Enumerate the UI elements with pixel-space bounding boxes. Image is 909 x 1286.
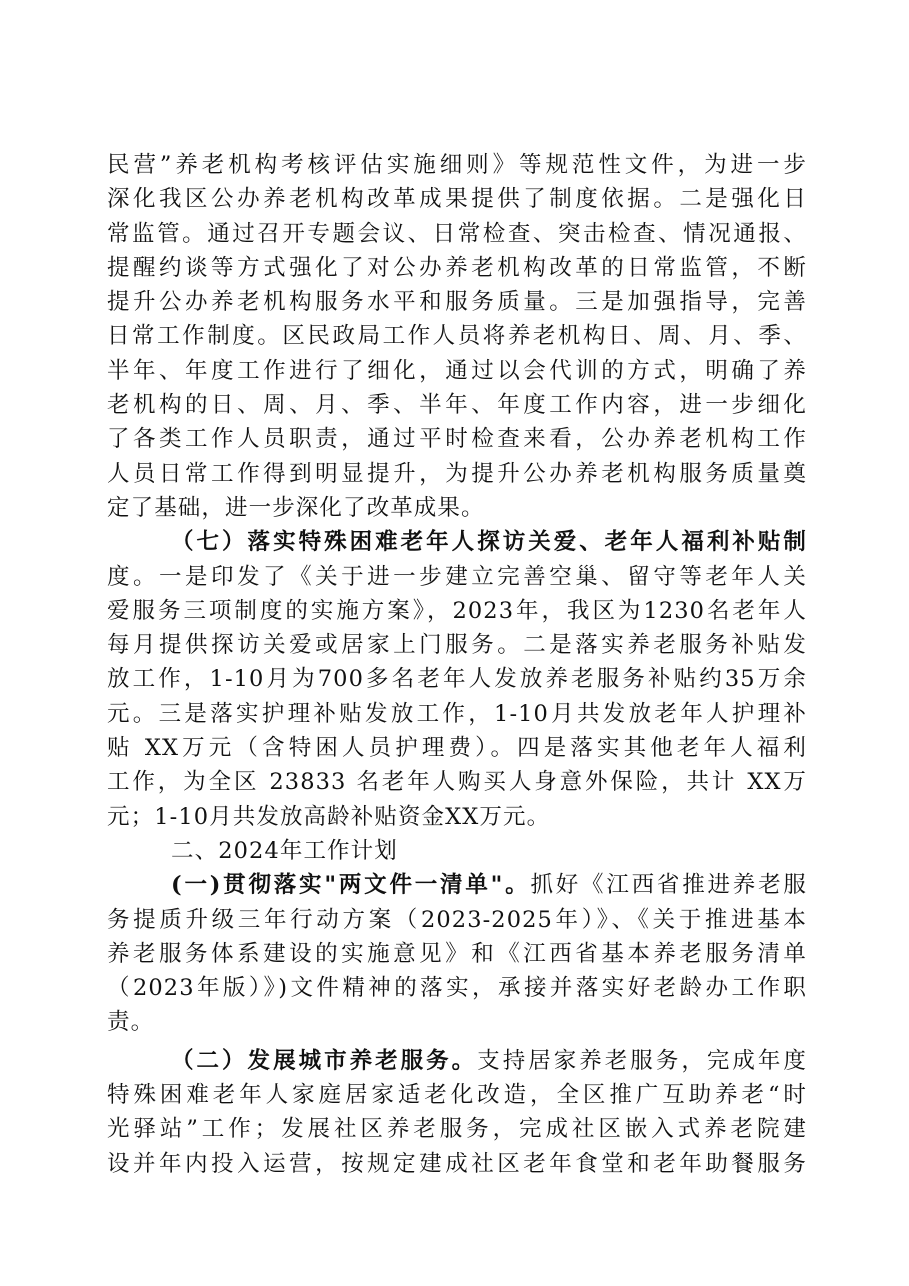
text-line: 度。一是印发了《关于进一步建立完善空巢、留守等老年人关: [107, 563, 807, 590]
text-line: 元。三是落实护理补贴发放工作，1-10月共发放老年人护理补: [107, 700, 807, 727]
text-line: 定了基础，进一步深化了改革成果。: [107, 494, 485, 521]
paragraph-institution-reform: [107, 148, 807, 525]
text-line: 半年、年度工作进行了细化，通过以会代训的方式，明确了养: [107, 357, 807, 384]
text-line: 设并年内投入运营，按规定建成社区老年食堂和老年助餐服务: [107, 1150, 807, 1177]
paragraph-two-documents-one-list: [107, 868, 807, 1039]
text-line: 每月提供探访关爱或居家上门服务。二是落实养老服务补贴发: [107, 632, 807, 659]
text-line: 养老服务体系建设的实施意见》和《江西省基本养老服务清单: [107, 940, 807, 967]
paragraph-first-line: [107, 1044, 807, 1078]
paragraph-heading: (一)贯彻落实"两文件一清单"。: [171, 872, 531, 899]
text-line: 民营”养老机构考核评估实施细则》等规范性文件，为进一步: [107, 152, 807, 178]
paragraph-first-line: [107, 868, 807, 902]
text-line: 常监管。通过召开专题会议、日常检查、突击检查、情况通报、: [107, 220, 807, 247]
text-line: 责。: [107, 1009, 155, 1036]
paragraph-first-line-text: 支持居家养老服务，完成年度: [477, 1047, 807, 1074]
document-body: [107, 148, 807, 1181]
text-line: 特殊困难老年人家庭居家适老化改造，全区推广互助养老“时: [107, 1082, 807, 1109]
text-line: 日常工作制度。区民政局工作人员将养老机构日、周、月、季、: [107, 323, 807, 350]
text-line: 爱服务三项制度的实施方案》，2023年，我区为1230名老年人: [107, 597, 807, 624]
text-line: 老机构的日、周、月、季、半年、年度工作内容，进一步细化: [107, 392, 807, 419]
paragraph-heading: （七）落实特殊困难老年人探访关爱、老年人福利补贴制: [171, 529, 807, 556]
text-line: 放工作，1-10月为700多名老年人发放养老服务补贴约35万余: [107, 666, 807, 693]
paragraph-first-line-text: 抓好《江西省推进养老服: [530, 872, 807, 899]
text-line: 贴 XX万元（含特困人员护理费）。四是落实其他老年人福利: [107, 735, 807, 762]
text-line: 了各类工作人员职责，通过平时检查来看，公办养老机构工作: [107, 426, 807, 453]
text-line: 人员日常工作得到明显提升，为提升公办养老机构服务质量奠: [107, 460, 807, 487]
text-line: 光驿站”工作；发展社区养老服务，完成社区嵌入式养老院建: [107, 1116, 807, 1143]
paragraph-elderly-care-subsidy: [107, 525, 807, 834]
text-line: （2023年版）》)文件精神的落实，承接并落实好老龄办工作职: [107, 975, 807, 1002]
text-line: 元；1-10月共发放高龄补贴资金XX万元。: [107, 803, 551, 830]
text-line: 务提质升级三年行动方案（2023-2025年）》、《关于推进基本: [107, 906, 807, 933]
text-line: 提升公办养老机构服务水平和服务质量。三是加强指导，完善: [107, 289, 807, 316]
paragraph-urban-elderly-care: [107, 1044, 807, 1181]
text-line: 工作，为全区 23833 名老年人购买人身意外保险，共计 XX万: [107, 769, 807, 796]
paragraph-heading: （二）发展城市养老服务。: [171, 1047, 478, 1074]
text-line: 提醒约谈等方式强化了对公办养老机构改革的日常监管，不断: [107, 254, 807, 281]
text-line: 深化我区公办养老机构改革成果提供了制度依据。二是强化日: [107, 186, 807, 213]
section-heading: 二、2024年工作计划: [171, 837, 398, 864]
